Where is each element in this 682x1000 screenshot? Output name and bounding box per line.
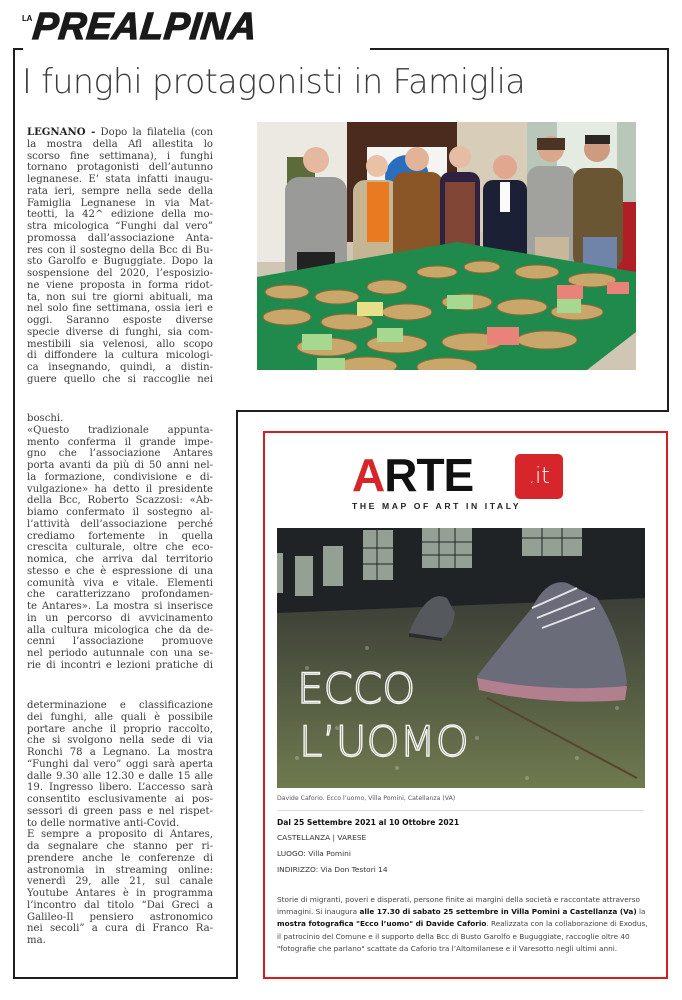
- article-line: crescita culturale, oltre che eco-: [27, 542, 213, 554]
- article-line: porta avanti da più di 50 anni nel-: [27, 460, 213, 471]
- article-line: ma.: [27, 935, 46, 946]
- article-line: ta, non sui tre giorni abituali, ma: [27, 291, 213, 303]
- exhibition-description: Storie di migranti, poveri e disperati, persone finite ai margini della società e raccontate attraverso immagini. Si inaugura alle 17.30 di sabato 25 settembre in Villa Pomini a Castellanza (Va) la mostra fotografica "Ecco l’uomo" di Davide Caforio. Realizzata con la collaborazione di Exodus, il patrocinio del Comune e il supporto della Bcc di Busto Garolfo e Buguggiate, raccoglie oltre 40 "fotografie che parlano" scattate da Caforio tra l’Altomilanese e il Varesotto negli ultimi anni.: [277, 895, 648, 953]
- article-line: «Questo tradizionale appunta-: [27, 424, 213, 436]
- article-line: rata ieri, sempre nella sede della: [27, 185, 213, 197]
- frame-inner-vertical: [236, 410, 238, 979]
- exhibition-photo: [277, 528, 645, 788]
- desc-bold-time: alle 17.30 di sabato 25 settembre in Villa Pomini a Castellanza (Va): [359, 907, 637, 917]
- article-line: della Bcc, Roberto Scazzosi: «Ab-: [27, 495, 213, 507]
- desc-bold-title: mostra fotografica "Ecco l’uomo" di Davide Caforio: [277, 919, 487, 929]
- article-line: di diffondere la cultura micologi-: [27, 350, 213, 362]
- article-line: venerdì 29, alle 21, sul canale: [27, 876, 213, 888]
- article-line: rie di incontri e lezioni pratiche di: [27, 659, 213, 671]
- article-line: legnanese. E’ stata infatti inaugu-: [27, 174, 213, 185]
- address-value: Via Don Testori 14: [320, 865, 388, 874]
- svg-text:L’UOMO: L’UOMO: [299, 717, 469, 766]
- article-line: ne viene proposta in forma ridot-: [27, 279, 213, 291]
- article-line: LEGNANO - Dopo la filatelia (con: [27, 127, 213, 138]
- article-line: Ronchi 78 a Legnano. La mostra: [27, 747, 213, 758]
- article-line: la formazione, condivisione e di-: [27, 471, 213, 483]
- article-line: l’incontro dal titolo “Dai Greci a: [27, 899, 213, 911]
- article-line: da segnalare che stanno per ri-: [27, 841, 213, 852]
- article-line: portare anche il proprio raccolto,: [27, 723, 213, 735]
- exhibition-dates: Dal 25 Settembre 2021 al 10 Ottobre 2021: [277, 818, 460, 827]
- article-line: prendere anche le conferenze di: [27, 852, 213, 864]
- arte-logo-it: .it: [515, 454, 563, 499]
- article-line: consentito esclusivamente ai pos-: [27, 794, 213, 805]
- article-line: in un percorso di avvicinamento: [27, 612, 213, 624]
- article-column-block-2: [27, 413, 213, 672]
- dateline: LEGNANO -: [27, 127, 96, 138]
- article-line: alla cultura micologica che da de-: [27, 624, 213, 636]
- article-line: che si svolgono nella sede di via: [27, 735, 213, 747]
- article-line: Youtube Antares è in programma: [27, 888, 213, 899]
- article-line: te Antares». La mostra si inserisce: [27, 601, 213, 612]
- masthead-logo: PREALPINA: [30, 6, 260, 48]
- article-line: Famiglia Legnanese in via Mat-: [27, 197, 213, 209]
- article-line: nel periodo autunnale con una se-: [27, 648, 213, 659]
- article-line: specie diverse di funghi, sia com-: [27, 326, 213, 338]
- headline: I funghi protagonisti in Famiglia: [22, 62, 526, 102]
- article-line: tornano protagonisti dell’autunno: [27, 162, 213, 174]
- photo-caption: Davide Caforio. Ecco l’uomo, Villa Pomini, Catellanza (VA): [277, 795, 456, 802]
- article-line: sospensione del 2020, l’esposizio-: [27, 268, 213, 279]
- exhibition-venue: [277, 849, 351, 858]
- article-line: dei funghi, alle quali è possibile: [27, 711, 213, 723]
- article-line: vulgazione» ha detto il presidente: [27, 483, 213, 495]
- arte-logo-a: A: [352, 449, 385, 501]
- frame-top-right: [370, 48, 669, 50]
- article-line: dalle 9.30 alle 12.30 e dalle 15 alle: [27, 770, 213, 782]
- article-line: Galileo-Il pensiero astronomico: [27, 911, 213, 923]
- article-line: cenni l’associazione promuove: [27, 636, 213, 648]
- arte-logo-rte: RTE: [384, 449, 474, 501]
- article-line: teotti, la 42^ edizione della mo-: [27, 209, 213, 221]
- address-label: INDIRIZZO:: [277, 865, 319, 874]
- article-photo: [257, 122, 636, 370]
- article-line: oggi. Saranno esposte diverse: [27, 315, 213, 326]
- frame-left: [13, 48, 15, 979]
- article-line: stesso e che è espressione di una: [27, 565, 213, 577]
- frame-middle: [236, 410, 669, 412]
- article-line: nei secoli” a cura di Franco Ra-: [27, 923, 213, 935]
- mushroom-exhibition-photo: [257, 122, 636, 370]
- svg-text:ECCO: ECCO: [297, 664, 416, 713]
- exhibition-address: [277, 865, 388, 874]
- article-line: E sempre a proposito di Antares,: [27, 829, 213, 841]
- venue-value: Villa Pomini: [308, 849, 351, 858]
- article-line: che caratterizzano profondamen-: [27, 589, 213, 601]
- article-line: l’attività dell’associazione perché: [27, 518, 213, 530]
- article-line: crediamo fortemente in quella: [27, 530, 213, 542]
- article-line: biamo confermato il sostegno al-: [27, 507, 213, 518]
- masthead: [22, 6, 260, 48]
- article-line: la mostra della Afl allestita lo: [27, 138, 213, 150]
- article-line: mestibili sia velenosi, allo scopo: [27, 338, 213, 350]
- exhibition-place: CASTELLANZA | VARESE: [277, 833, 367, 842]
- ecco-luomo-photo: [277, 528, 645, 788]
- article-line: nel solo fine settimana, ossia ieri e: [27, 303, 213, 315]
- article-line: boschi.: [27, 413, 64, 424]
- article-column-block-3: [27, 700, 213, 947]
- article-line: determinazione e classificazione: [27, 700, 213, 711]
- arte-logo: [352, 449, 572, 502]
- article-line: sto Garolfo e Buguggiate. Dopo la: [27, 256, 213, 268]
- frame-right: [667, 48, 669, 412]
- article-line: promossa dall’associazione Antа-: [27, 232, 213, 244]
- article-line: comunità viva e vitale. Elementi: [27, 577, 213, 589]
- article-line: to delle normative anti-Covid.: [27, 817, 180, 829]
- masthead-prefix: LA: [22, 14, 33, 23]
- article-line: mento conferma il grande impe-: [27, 436, 213, 448]
- article-line: 19. Ingresso libero. L’accesso sarà: [27, 782, 213, 794]
- venue-label: LUOGO:: [277, 849, 306, 858]
- article-line: guere quello che si raccoglie nei: [27, 373, 213, 385]
- article-line: sessori di green pass e nel rispet-: [27, 805, 213, 817]
- article-line: ca insegnando, quindi, a distin-: [27, 362, 213, 373]
- frame-bottom-left: [13, 977, 238, 979]
- article-line: “Funghi dal vero” oggi sarà aperta: [27, 758, 213, 770]
- article-line: stra micologica “Funghi dal vero”: [27, 221, 213, 232]
- article-line: astronomia in streaming online:: [27, 864, 213, 876]
- divider: [277, 810, 644, 811]
- article-line: nomica, che arriva dal territorio: [27, 554, 213, 565]
- article-column-block-1: [27, 127, 213, 386]
- arte-tagline: THE MAP OF ART IN ITALY: [352, 501, 522, 511]
- article-line: res con il sostegno della Bcc di Bu-: [27, 244, 213, 256]
- article-line: gno che l’associazione Antares: [27, 448, 213, 460]
- article-line: scorso fine settimana), i funghi: [27, 150, 213, 162]
